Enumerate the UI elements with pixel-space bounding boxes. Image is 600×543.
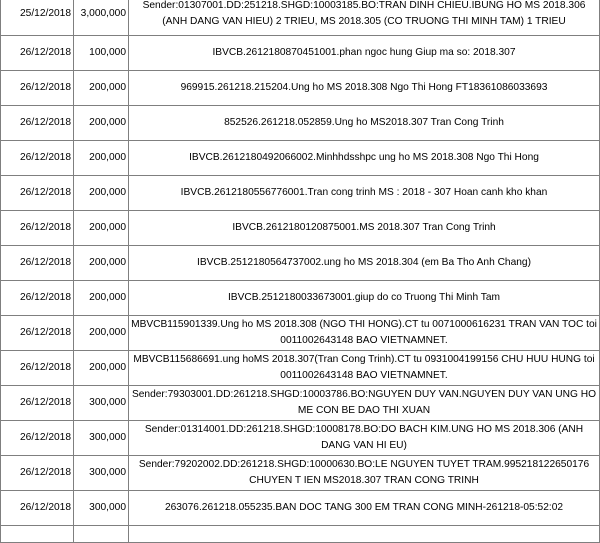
amount-cell: 200,000 [74, 211, 129, 246]
table-row [1, 526, 600, 543]
description-cell: IBVCB.2612180120875001.MS 2018.307 Tran Cong Trinh [129, 211, 600, 246]
description-cell: IBVCB.2612180556776001.Tran cong trinh MS : 2018 - 307 Hoan canh kho khan [129, 176, 600, 211]
table-row [1, 176, 600, 211]
table-row [1, 106, 600, 141]
date-cell: 26/12/2018 [1, 351, 74, 386]
date-cell: 26/12/2018 [1, 421, 74, 456]
table-row [1, 281, 600, 316]
table-row [1, 316, 600, 351]
table-row [1, 246, 600, 281]
table-row [1, 71, 600, 106]
date-cell: 26/12/2018 [1, 211, 74, 246]
amount-cell: 300,000 [74, 491, 129, 526]
amount-cell: 200,000 [74, 141, 129, 176]
description-cell: Sender:79202002.DD:261218.SHGD:10000630.BO:LE NGUYEN TUYET TRAM.995218122650176 CHUYEN T IEN MS2018.307 TRAN CONG TRINH [129, 456, 600, 491]
description-cell: 852526.261218.052859.Ung ho MS2018.307 Tran Cong Trinh [129, 106, 600, 141]
date-cell: 26/12/2018 [1, 281, 74, 316]
date-cell: 26/12/2018 [1, 456, 74, 491]
table-row [1, 456, 600, 491]
description-cell: 263076.261218.055235.BAN DOC TANG 300 EM TRAN CONG MINH-261218-05:52:02 [129, 491, 600, 526]
table-row [1, 421, 600, 456]
date-cell: 26/12/2018 [1, 316, 74, 351]
date-cell: 26/12/2018 [1, 491, 74, 526]
description-cell: IBVCB.2612180492066002.Minhhdsshpc ung ho MS 2018.308 Ngo Thi Hong [129, 141, 600, 176]
description-cell: Sender:01307001.DD:251218.SHGD:10003185.BO:TRAN DINH CHIEU.IBUNG HO MS 2018.306 (ANH DANG VAN HIEU) 2 TRIEU, MS 2018.305 (CO TRUONG THI MINH TAM) 1 TRIEU [129, 0, 600, 36]
date-cell: 26/12/2018 [1, 386, 74, 421]
description-cell: Sender:01314001.DD:261218.SHGD:10008178.BO:DO BACH KIM.UNG HO MS 2018.306 (ANH DANG VAN HI EU) [129, 421, 600, 456]
date-cell [1, 526, 74, 543]
amount-cell: 200,000 [74, 176, 129, 211]
amount-cell: 300,000 [74, 386, 129, 421]
date-cell: 26/12/2018 [1, 141, 74, 176]
amount-cell: 100,000 [74, 36, 129, 71]
amount-cell: 300,000 [74, 421, 129, 456]
table-row [1, 351, 600, 386]
amount-cell: 200,000 [74, 316, 129, 351]
description-cell: MBVCB115686691.ung hoMS 2018.307(Tran Cong Trinh).CT tu 0931004199156 CHU HUU HUNG toi 0011002643148 BAO VIETNAMNET. [129, 351, 600, 386]
amount-cell: 200,000 [74, 351, 129, 386]
date-cell: 26/12/2018 [1, 246, 74, 281]
date-cell: 26/12/2018 [1, 106, 74, 141]
date-cell: 26/12/2018 [1, 176, 74, 211]
table-row [1, 491, 600, 526]
amount-cell: 200,000 [74, 71, 129, 106]
table-row [1, 141, 600, 176]
date-cell: 26/12/2018 [1, 71, 74, 106]
description-cell: IBVCB.2612180870451001.phan ngoc hung Giup ma so: 2018.307 [129, 36, 600, 71]
description-cell [129, 526, 600, 543]
table-row [1, 0, 600, 36]
amount-cell [74, 526, 129, 543]
amount-cell: 3,000,000 [74, 0, 129, 36]
amount-cell: 200,000 [74, 246, 129, 281]
date-cell: 26/12/2018 [1, 36, 74, 71]
table-row [1, 211, 600, 246]
table-row [1, 386, 600, 421]
amount-cell: 200,000 [74, 281, 129, 316]
description-cell: IBVCB.2512180033673001.giup do co Truong Thi Minh Tam [129, 281, 600, 316]
description-cell: 969915.261218.215204.Ung ho MS 2018.308 Ngo Thi Hong FT18361086033693 [129, 71, 600, 106]
description-cell: IBVCB.2512180564737002.ung ho MS 2018.304 (em Ba Tho Anh Chang) [129, 246, 600, 281]
date-cell: 25/12/2018 [1, 0, 74, 36]
amount-cell: 200,000 [74, 106, 129, 141]
amount-cell: 300,000 [74, 456, 129, 491]
description-cell: MBVCB115901339.Ung ho MS 2018.308 (NGO THI HONG).CT tu 0071000616231 TRAN VAN TOC toi 0011002643148 BAO VIETNAMNET. [129, 316, 600, 351]
table-row [1, 36, 600, 71]
description-cell: Sender:79303001.DD:261218.SHGD:10003786.BO:NGUYEN DUY VAN.NGUYEN DUY VAN UNG HO ME CON BE DAO THI XUAN [129, 386, 600, 421]
